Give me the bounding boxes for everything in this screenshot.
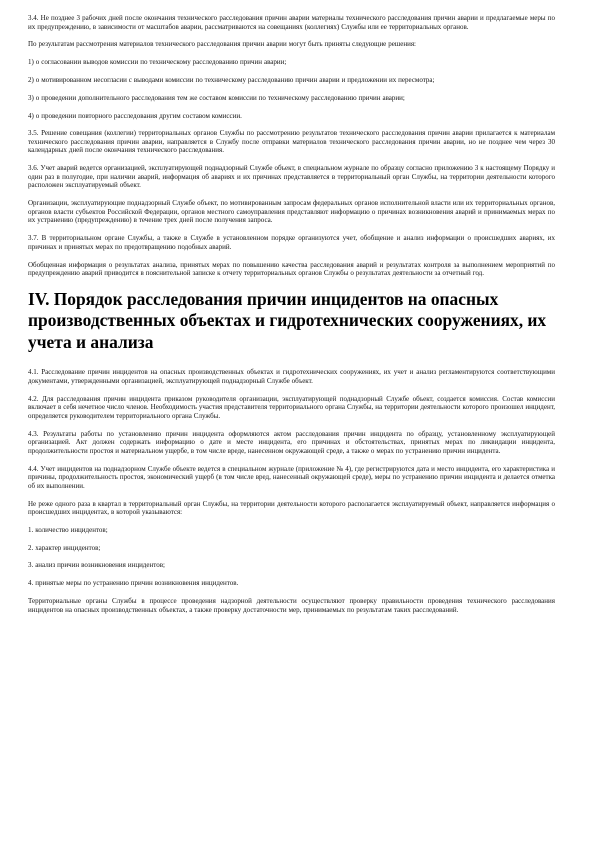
- list-item-character: 2. характер инцидентов;: [28, 543, 101, 552]
- paragraph-3-4: 3.4. Не позднее 3 рабочих дней после окончания технического расследования причин аварии материалы технического расследования причин аварии и предлагаемые меры по их предупреждению, в зависимости от масштабов аварии, рассматриваются на совещаниях (коллегиях) Службы или ее территориальных органов.: [28, 14, 555, 31]
- paragraph-territorial-check: Территориальные органы Службы в процессе проведения надзорной деятельности осуществляют проверку правильности проведения технического расследования инцидентов на опасных производственных объектах, а также проверку достаточности мер, принимаемых по результатам таких расследований.: [28, 597, 555, 614]
- paragraph-decisions-intro: По результатам рассмотрения материалов технического расследования причин аварии могут быть приняты следующие решения:: [28, 40, 417, 49]
- paragraph-4-2: 4.2. Для расследования причин инцидента приказом руководителя организации, эксплуатирующей поднадзорный Службе объект, создается комиссия. Состав комиссии включает в себя нечетное число членов. Необходимость участия представителя территориального органа Службы, на территории деятельности которого произошел инцидент, определяется руководителем территориального органа Службы.: [28, 394, 555, 420]
- paragraph-3-5: 3.5. Решение совещания (коллегии) территориальных органов Службы по рассмотрению результатов технического расследования причин аварии прилагается к материалам технического расследования причин аварии, направляется в Службу после отправки материалов технического расследования причин аварии, но не позднее чем через 30 календарных дней после окончания технического расследования.: [28, 129, 555, 155]
- paragraph-4-1: 4.1. Расследование причин инцидентов на опасных производственных объектах и гидротехнических сооружениях, их учет и анализ регламентируются соответствующими документами, утвержденными организацией, эксплуатирующей поднадзорный Службе объект.: [28, 368, 555, 385]
- paragraph-decision-3: 3) о проведении дополнительного расследования тем же составом комиссии по техническому расследованию причин аварии;: [28, 93, 405, 102]
- paragraph-summary-info: Обобщенная информация о результатах анализа, принятых мерах по повышению качества расследования аварий и результатах контроля за выполнением мероприятий по предупреждению аварий приводится в пояснительной записке к отчету территориальных органов Службы о результатах деятельности за отчетный год.: [28, 260, 555, 278]
- paragraph-4-4: 4.4. Учет инцидентов на поднадзорном Службе объекте ведется в специальном журнале (приложение № 4), где регистрируются дата и место инцидента, его характеристика и причины, продолжительность простоя, экономический ущерб (в том числе вред, нанесенный окружающей среде), меры по устранению причин инцидента и делается отметка об их выполнении.: [28, 464, 555, 490]
- list-item-analysis: 3. анализ причин возникновения инцидентов;: [28, 561, 165, 570]
- section-heading-iv: IV. Порядок расследования причин инцидентов на опасных производственных объектах и гидротехнических сооружениях, их учета и анализа: [28, 288, 547, 352]
- paragraph-decision-4: 4) о проведении повторного расследования другим составом комиссии.: [28, 111, 242, 120]
- list-item-count: 1. количество инцидентов;: [28, 525, 108, 534]
- paragraph-3-6: 3.6. Учет аварий ведется организацией, эксплуатирующей поднадзорный Службе объект, в специальном журнале по образцу согласно приложению 3 к настоящему Порядку и один раз в полугодие, при наличии аварий, информация об авариях и их причинах представляется в территориальный орган Службы, на территории деятельности которого расположен эксплуатируемый объект.: [28, 164, 555, 190]
- paragraph-3-7: 3.7. В территориальном органе Службы, а также в Службе в установленном порядке организуются учет, обобщение и анализ информации о происшедших авариях, их причинах и принятых мерах по предотвращению подобных аварий.: [28, 234, 555, 251]
- list-item-measures: 4. принятые меры по устранению причин возникновения инцидентов.: [28, 579, 239, 588]
- paragraph-quarterly-info: Не реже одного раза в квартал в территориальный орган Службы, на территории деятельности которого располагается эксплуатируемый объект, направляется информация о происшедших инцидентах, в которой указываются:: [28, 499, 555, 517]
- paragraph-4-3: 4.3. Результаты работы по установлению причин инцидента оформляются актом расследования причин инцидента по образцу, установленному эксплуатирующей организацией. Акт должен содержать информацию о дате и месте инцидента, его причинах и обстоятельствах, принятых мерах по ликвидации инцидента, продолжительности простоя и материальном ущербе, в том числе вреде, нанесенном окружающей среде, а также о мерах по устранению причин инцидента.: [28, 429, 555, 455]
- paragraph-decision-2: 2) о мотивированном несогласии с выводами комиссии по техническому расследованию причин аварии и предложении их пересмотра;: [28, 75, 435, 84]
- paragraph-decision-1: 1) о согласовании выводов комиссии по техническому расследованию причин аварии;: [28, 58, 287, 67]
- paragraph-organizations-info: Организации, эксплуатирующие поднадзорный Службе объект, по мотивированным запросам федеральных органов исполнительной власти или их территориальных органов, органов власти субъектов Российской Федерации, органов местного самоуправления представляют информацию о причинах возникновения аварий и принимаемых мерах по их устранению (предупреждению) в течение трех дней после получения запроса.: [28, 199, 555, 225]
